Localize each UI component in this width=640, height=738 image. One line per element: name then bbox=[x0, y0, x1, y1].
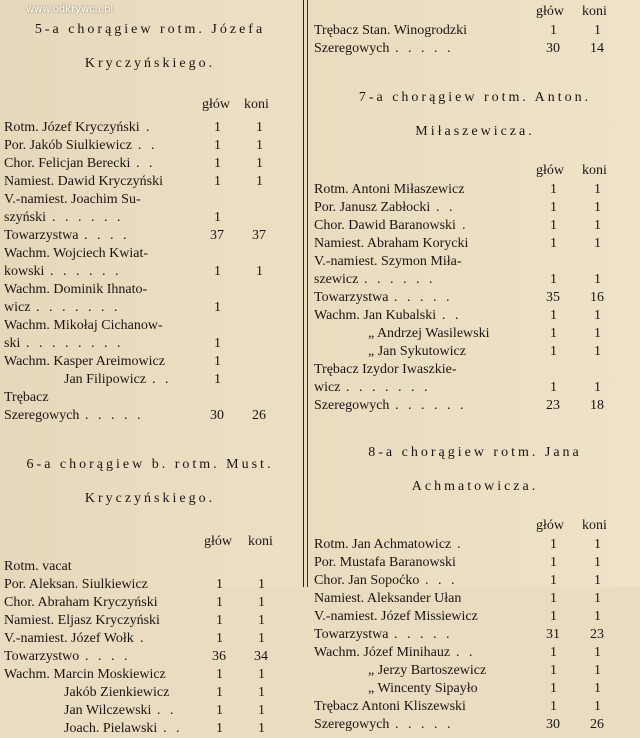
table-row bbox=[314, 289, 636, 307]
table-row bbox=[4, 648, 296, 666]
table-row bbox=[314, 199, 636, 217]
count-koni: 1 bbox=[258, 685, 265, 700]
column-divider bbox=[303, 0, 304, 587]
count-koni: 1 bbox=[256, 156, 263, 171]
table-row bbox=[4, 630, 296, 648]
section-8-rows bbox=[314, 536, 636, 734]
count-glow: 1 bbox=[214, 336, 221, 351]
leader-dots: . . bbox=[436, 200, 456, 215]
count-koni: 18 bbox=[590, 398, 604, 413]
entry-name: wicz bbox=[4, 300, 31, 315]
count-koni: 1 bbox=[256, 138, 263, 153]
table-row bbox=[4, 371, 296, 389]
entry-name: Chor. Jan Sopoćko bbox=[314, 573, 420, 588]
count-koni: 1 bbox=[594, 326, 601, 341]
leader-dots: . . . . . . . . bbox=[26, 336, 124, 351]
entry-name: Wachm. Kasper Areimowicz bbox=[4, 354, 165, 369]
count-glow: 36 bbox=[212, 649, 226, 664]
table-row bbox=[314, 361, 636, 379]
table-row bbox=[314, 217, 636, 235]
count-koni: 1 bbox=[594, 380, 601, 395]
count-glow: 1 bbox=[214, 138, 221, 153]
count-glow: 30 bbox=[546, 717, 560, 732]
entry-name: Chor. Abraham Kryczyński bbox=[4, 595, 158, 610]
count-koni: 37 bbox=[252, 228, 266, 243]
entry-name: kowski bbox=[4, 264, 45, 279]
leader-dots: . . . . . bbox=[395, 41, 454, 56]
table-row bbox=[4, 389, 296, 407]
table-row bbox=[314, 662, 636, 680]
header-koni: koni bbox=[582, 518, 607, 533]
entry-name: Wachm. Wojciech Kwiat- bbox=[4, 246, 149, 261]
section-title-6-line2: Kryczyńskiego. bbox=[84, 491, 216, 506]
count-koni: 1 bbox=[594, 218, 601, 233]
count-koni: 1 bbox=[594, 23, 601, 38]
leader-dots: . . . . . bbox=[394, 290, 453, 305]
entry-name: szyński bbox=[4, 210, 46, 225]
count-glow: 1 bbox=[550, 182, 557, 197]
table-row bbox=[4, 720, 296, 738]
table-row bbox=[314, 181, 636, 199]
count-glow: 1 bbox=[216, 577, 223, 592]
table-row bbox=[4, 119, 296, 137]
leader-dots: . . . . . . . bbox=[346, 380, 431, 395]
count-glow: 1 bbox=[216, 685, 223, 700]
header-koni: koni bbox=[582, 4, 607, 19]
leader-dots: . . . . . bbox=[394, 627, 453, 642]
count-glow: 1 bbox=[550, 699, 557, 714]
count-glow: 37 bbox=[210, 228, 224, 243]
top-rows bbox=[314, 22, 636, 58]
entry-name: wicz bbox=[314, 380, 341, 395]
entry-name: Por. Jakób Siulkiewicz bbox=[4, 138, 132, 153]
table-row bbox=[314, 253, 636, 271]
count-glow: 1 bbox=[550, 200, 557, 215]
count-glow: 1 bbox=[216, 721, 223, 736]
count-koni: 1 bbox=[594, 182, 601, 197]
leader-dots: . bbox=[462, 218, 469, 233]
table-row bbox=[4, 353, 296, 371]
entry-name: Szeregowych bbox=[314, 398, 390, 413]
table-row bbox=[4, 317, 296, 335]
count-koni: 16 bbox=[590, 290, 604, 305]
section-title-5-line1: 5-a chorągiew rotm. Józefa bbox=[34, 22, 266, 37]
count-glow: 1 bbox=[550, 218, 557, 233]
entry-name: Por. Mustafa Baranowski bbox=[314, 555, 456, 570]
table-row bbox=[4, 281, 296, 299]
table-row bbox=[4, 612, 296, 630]
entry-name: Rotm. Józef Kryczyński bbox=[4, 120, 140, 135]
count-glow: 1 bbox=[550, 681, 557, 696]
entry-name: Wachm. Józef Minihauz bbox=[314, 645, 451, 660]
section-6-rows bbox=[4, 558, 296, 738]
count-koni: 1 bbox=[594, 200, 601, 215]
entry-name: Wachm. Dominik Ihnato- bbox=[4, 282, 148, 297]
count-koni: 1 bbox=[594, 308, 601, 323]
table-row bbox=[314, 536, 636, 554]
count-glow: 1 bbox=[550, 380, 557, 395]
leader-dots: . . bbox=[163, 721, 183, 736]
entry-name: Namiest. Dawid Kryczyński bbox=[4, 174, 164, 189]
entry-name: Towarzystwa bbox=[314, 290, 389, 305]
count-koni: 1 bbox=[594, 609, 601, 624]
count-glow: 1 bbox=[216, 631, 223, 646]
entry-name: Joach. Pielawski bbox=[64, 721, 158, 736]
count-glow: 1 bbox=[214, 300, 221, 315]
count-koni: 1 bbox=[256, 120, 263, 135]
count-koni: 1 bbox=[594, 573, 601, 588]
table-row bbox=[314, 680, 636, 698]
entry-name: Namiest. Aleksander Ułan bbox=[314, 591, 462, 606]
table-row bbox=[314, 608, 636, 626]
section-title-6 bbox=[4, 439, 296, 524]
table-row bbox=[4, 335, 296, 353]
table-row bbox=[4, 245, 296, 263]
table-row bbox=[4, 594, 296, 612]
table-row bbox=[4, 666, 296, 684]
entry-name: Szeregowych bbox=[314, 717, 390, 732]
section-title-8-line2: Achmatowicza. bbox=[411, 479, 539, 494]
table-row bbox=[314, 307, 636, 325]
leader-dots: . . . . . . bbox=[395, 398, 467, 413]
leader-dots: . . . . . . . bbox=[36, 300, 121, 315]
count-koni: 26 bbox=[590, 717, 604, 732]
leader-dots: . . bbox=[456, 645, 476, 660]
table-row bbox=[314, 343, 636, 361]
table-row bbox=[314, 698, 636, 716]
entry-name: V.-namiest. Joachim Su- bbox=[4, 192, 141, 207]
section-7-rows bbox=[314, 181, 636, 415]
table-row bbox=[314, 716, 636, 734]
leader-dots: . . bbox=[152, 372, 172, 387]
count-koni: 1 bbox=[594, 344, 601, 359]
table-row bbox=[314, 644, 636, 662]
count-koni: 1 bbox=[258, 703, 265, 718]
entry-name: Jakób Zienkiewicz bbox=[64, 685, 170, 700]
table-row bbox=[314, 325, 636, 343]
count-glow: 30 bbox=[210, 408, 224, 423]
table-row bbox=[314, 572, 636, 590]
count-glow: 1 bbox=[214, 174, 221, 189]
count-glow: 1 bbox=[550, 308, 557, 323]
table-row bbox=[4, 299, 296, 317]
column-header-5 bbox=[4, 97, 296, 115]
header-glow: głów bbox=[536, 4, 564, 19]
table-row bbox=[4, 155, 296, 173]
count-glow: 1 bbox=[550, 609, 557, 624]
entry-name: Namiest. Abraham Korycki bbox=[314, 236, 469, 251]
count-glow: 31 bbox=[546, 627, 560, 642]
count-koni: 1 bbox=[256, 264, 263, 279]
section-5-rows bbox=[4, 119, 296, 425]
entry-name: szewicz bbox=[314, 272, 359, 287]
leader-dots: . . bbox=[442, 308, 462, 323]
count-glow: 1 bbox=[550, 23, 557, 38]
header-koni: koni bbox=[248, 534, 273, 549]
count-glow: 1 bbox=[214, 264, 221, 279]
count-koni: 1 bbox=[594, 272, 601, 287]
header-glow: głów bbox=[202, 97, 230, 112]
column-header-6 bbox=[4, 534, 296, 552]
section-title-7-line1: 7-a chorągiew rotm. Anton. bbox=[358, 90, 592, 105]
entry-name: Por. Janusz Zabłocki bbox=[314, 200, 431, 215]
table-row bbox=[314, 626, 636, 644]
count-glow: 35 bbox=[546, 290, 560, 305]
entry-name: Chor. Dawid Baranowski bbox=[314, 218, 456, 233]
entry-name: Rotm. Jan Achmatowicz bbox=[314, 537, 452, 552]
count-koni: 23 bbox=[590, 627, 604, 642]
count-glow: 30 bbox=[546, 41, 560, 56]
table-row bbox=[314, 22, 636, 40]
count-glow: 1 bbox=[216, 613, 223, 628]
leader-dots: . . . . bbox=[85, 649, 131, 664]
leader-dots: . . . . . . bbox=[364, 272, 436, 287]
count-koni: 34 bbox=[254, 649, 268, 664]
leader-dots: . . . . . bbox=[395, 717, 454, 732]
count-koni: 1 bbox=[594, 591, 601, 606]
entry-name: V.-namiest. Józef Missiewicz bbox=[314, 609, 478, 624]
table-row bbox=[4, 576, 296, 594]
header-glow: głów bbox=[536, 163, 564, 178]
count-koni: 1 bbox=[594, 645, 601, 660]
entry-name: Chor. Felicjan Berecki bbox=[4, 156, 131, 171]
table-row bbox=[314, 397, 636, 415]
table-row bbox=[4, 407, 296, 425]
count-koni: 1 bbox=[258, 613, 265, 628]
count-koni: 1 bbox=[594, 236, 601, 251]
table-row bbox=[314, 271, 636, 289]
entry-name: Namiest. Eljasz Kryczyński bbox=[4, 613, 160, 628]
column-divider-inner bbox=[307, 0, 308, 587]
entry-name: Rotm. vacat bbox=[4, 559, 72, 574]
count-glow: 1 bbox=[550, 326, 557, 341]
count-glow: 1 bbox=[214, 354, 221, 369]
table-row bbox=[4, 191, 296, 209]
right-column bbox=[314, 0, 636, 734]
count-koni: 1 bbox=[594, 663, 601, 678]
column-header-7 bbox=[314, 163, 636, 181]
table-row bbox=[314, 235, 636, 253]
table-row bbox=[4, 209, 296, 227]
section-title-7 bbox=[314, 72, 636, 157]
entry-name: Wachm. Jan Kubalski bbox=[314, 308, 437, 323]
count-koni: 1 bbox=[258, 721, 265, 736]
count-glow: 1 bbox=[550, 537, 557, 552]
entry-name: Szeregowych bbox=[314, 41, 390, 56]
count-koni: 1 bbox=[594, 537, 601, 552]
count-koni: 1 bbox=[594, 555, 601, 570]
leader-dots: . bbox=[457, 537, 464, 552]
entry-name: ski bbox=[4, 336, 21, 351]
table-row bbox=[4, 263, 296, 281]
entry-name: Trębacz Antoni Kliszewski bbox=[314, 699, 466, 714]
header-koni: koni bbox=[582, 163, 607, 178]
table-row bbox=[4, 702, 296, 720]
count-glow: 1 bbox=[214, 210, 221, 225]
count-koni: 1 bbox=[258, 631, 265, 646]
table-row bbox=[4, 173, 296, 191]
watermark: www.odkrywca.pl bbox=[26, 4, 114, 15]
entry-name: Rotm. Antoni Miłaszewicz bbox=[314, 182, 465, 197]
leader-dots: . . . . . bbox=[85, 408, 144, 423]
count-glow: 1 bbox=[214, 120, 221, 135]
table-row bbox=[314, 554, 636, 572]
count-koni: 1 bbox=[256, 174, 263, 189]
leader-dots: . . . bbox=[425, 573, 458, 588]
leader-dots: . . . . bbox=[84, 228, 130, 243]
header-glow: głów bbox=[536, 518, 564, 533]
count-glow: 1 bbox=[550, 344, 557, 359]
count-glow: 1 bbox=[214, 156, 221, 171]
entry-name: Szeregowych bbox=[4, 408, 80, 423]
leader-dots: . . . . . . bbox=[52, 210, 124, 225]
table-row bbox=[4, 137, 296, 155]
left-column bbox=[4, 0, 296, 738]
table-row bbox=[314, 379, 636, 397]
section-title-8 bbox=[314, 427, 636, 512]
column-header-8 bbox=[314, 518, 636, 536]
entry-name: Trębacz Izydor Iwaszkie- bbox=[314, 362, 457, 377]
count-koni: 1 bbox=[258, 595, 265, 610]
entry-name: Wachm. Marcin Moskiewicz bbox=[4, 667, 166, 682]
entry-name: V.-namiest. Józef Wołk bbox=[4, 631, 134, 646]
section-title-8-line1: 8-a chorągiew rotm. Jana bbox=[368, 445, 582, 460]
count-glow: 1 bbox=[216, 595, 223, 610]
count-glow: 1 bbox=[550, 555, 557, 570]
count-glow: 1 bbox=[550, 591, 557, 606]
count-glow: 1 bbox=[550, 573, 557, 588]
leader-dots: . . bbox=[157, 703, 177, 718]
entry-name: Jan Wilczewski bbox=[64, 703, 152, 718]
leader-dots: . . . . . . bbox=[50, 264, 122, 279]
count-glow: 1 bbox=[550, 645, 557, 660]
count-glow: 1 bbox=[216, 703, 223, 718]
table-row bbox=[4, 684, 296, 702]
count-glow: 1 bbox=[550, 272, 557, 287]
entry-name: V.-namiest. Szymon Miła- bbox=[314, 254, 462, 269]
count-glow: 1 bbox=[216, 667, 223, 682]
section-title-5-line2: Kryczyńskiego. bbox=[84, 56, 216, 71]
entry-name: „ Jerzy Bartoszewicz bbox=[368, 663, 487, 678]
section-title-6-line1: 6-a chorągiew b. rotm. Must. bbox=[26, 457, 274, 472]
leader-dots: . . bbox=[138, 138, 158, 153]
column-header-top bbox=[314, 4, 636, 22]
entry-name: „ Wincenty Sipayło bbox=[368, 681, 478, 696]
table-row bbox=[314, 40, 636, 58]
count-koni: 26 bbox=[252, 408, 266, 423]
entry-name: Trębacz bbox=[4, 390, 49, 405]
entry-name: Por. Aleksan. Siulkiewicz bbox=[4, 577, 148, 592]
count-glow: 1 bbox=[550, 236, 557, 251]
entry-name: „ Andrzej Wasilewski bbox=[368, 326, 490, 341]
leader-dots: . bbox=[140, 631, 147, 646]
header-glow: głów bbox=[204, 534, 232, 549]
entry-name: Towarzystwo bbox=[4, 649, 80, 664]
count-koni: 14 bbox=[590, 41, 604, 56]
section-title-7-line2: Miłaszewicza. bbox=[415, 124, 535, 139]
count-koni: 1 bbox=[258, 667, 265, 682]
count-koni: 1 bbox=[258, 577, 265, 592]
entry-name: Towarzystwa bbox=[4, 228, 79, 243]
entry-name: „ Jan Sykutowicz bbox=[368, 344, 466, 359]
header-koni: koni bbox=[244, 97, 269, 112]
count-glow: 1 bbox=[214, 372, 221, 387]
entry-name: Jan Filipowicz bbox=[64, 372, 147, 387]
leader-dots: . . bbox=[136, 156, 156, 171]
entry-name: Towarzystwa bbox=[314, 627, 389, 642]
section-title-5 bbox=[4, 4, 296, 89]
table-row bbox=[4, 227, 296, 245]
count-koni: 1 bbox=[594, 681, 601, 696]
table-row bbox=[314, 590, 636, 608]
count-glow: 1 bbox=[550, 663, 557, 678]
count-koni: 1 bbox=[594, 699, 601, 714]
leader-dots: . bbox=[146, 120, 153, 135]
table-row bbox=[4, 558, 296, 576]
count-glow: 23 bbox=[546, 398, 560, 413]
entry-name: Trębacz Stan. Winogrodzki bbox=[314, 23, 468, 38]
entry-name: Wachm. Mikołaj Cichanow- bbox=[4, 318, 163, 333]
